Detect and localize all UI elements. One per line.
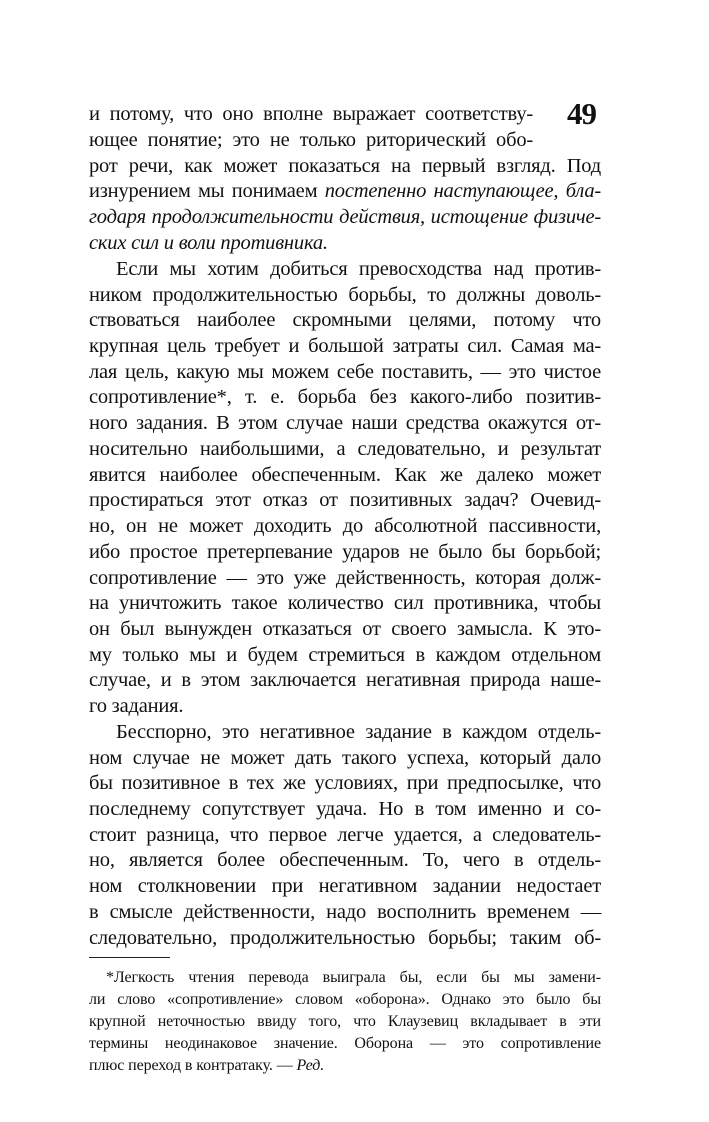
text-line: му только мы и будем стремиться в каждом отдельном: [89, 644, 601, 666]
text-line: лая цель, какую мы можем себе поставить, — это чистое: [89, 361, 601, 383]
text-line: носительно наибольшими, а следовательно, и результат: [89, 438, 601, 460]
text-line: но, является более обеспеченным. То, чего в отдель-: [89, 849, 601, 871]
text-line: сопротивление — это уже действенность, которая долж-: [89, 567, 601, 589]
text-line: рот речи, как может показаться на первый взгляд. Под: [89, 155, 601, 177]
footnote-line: ли слово «сопротивление» словом «оборона». Однако это было бы: [89, 991, 601, 1008]
text-line: но, он не может доходить до абсолютной пассивности,: [89, 515, 601, 537]
text-line: ющее понятие; это не только риторический обо-: [89, 129, 533, 151]
text-line: простираться этот отказ от позитивных задач? Очевид-: [89, 489, 601, 511]
text-line: ствоваться наиболее скромными целями, потому что: [89, 309, 601, 331]
text-line: Бесспорно, это негативное задание в каждом отдель-: [116, 721, 601, 743]
text-line: следовательно, продолжительностью борьбы; таким об-: [89, 927, 601, 949]
text-line: [89, 178, 601, 205]
footnote-line: *Легкость чтения перевода выиграла бы, если бы мы замени-: [106, 969, 601, 986]
footnote-line: термины неодинаковое значение. Оборона — это сопротивление: [89, 1035, 601, 1052]
footnote-text: плюс переход в контратаку. —: [89, 1057, 297, 1074]
footnote-line: [89, 1054, 601, 1077]
text-line: крупная цель требует и большой затраты сил. Самая ма-: [89, 335, 601, 357]
text-line: сопротивление*, т. е. борьба без какого-либо позитив-: [89, 386, 601, 408]
text-line: явится наиболее обеспеченным. Как же далеко может: [89, 464, 601, 486]
footnote-divider: [89, 957, 170, 958]
text-line: годаря продолжительности действия, истощение физиче-: [89, 206, 601, 228]
text-line: ских сил и воли противника.: [89, 232, 328, 254]
footnote-line: крупной неточностью ввиду того, что Клаузевиц вкладывает в эти: [89, 1013, 601, 1030]
text-line: случае, и в этом заключается негативная природа наше-: [89, 669, 601, 691]
text-line: го задания.: [89, 695, 184, 717]
text-line: ибо простое претерпевание ударов не было бы борьбой;: [89, 541, 601, 563]
page-number: 49: [567, 96, 596, 131]
text-line: бы позитивное в тех же условиях, при предпосылке, что: [89, 772, 601, 794]
text-line: ном случае не может дать такого успеха, который дало: [89, 747, 601, 769]
text-line: ном столкновении при негативном задании недостает: [89, 875, 601, 897]
text-line: ником продолжительностью борьбы, то должны доволь-: [89, 284, 601, 306]
text-line: на уничтожить такое количество сил противника, чтобы: [89, 592, 601, 614]
text-line: ного задания. В этом случае наши средства окажутся от-: [89, 412, 601, 434]
text-line: и потому, что оно вполне выражает соответству-: [89, 103, 533, 125]
italic-text: постепенно наступающее, бла-: [324, 180, 601, 202]
text-line: Если мы хотим добиться превосходства над против-: [116, 258, 601, 280]
text-line: в смысле действенности, надо восполнить временем —: [89, 901, 601, 923]
text-span: изнурением мы понимаем: [89, 180, 325, 202]
text-line: он был вынужден отказаться от своего замысла. К это-: [89, 618, 601, 640]
text-line: последнему сопутствует удача. Но в том именно и со-: [89, 798, 601, 820]
text-line: стоит разница, что первое легче удается, а следователь-: [89, 824, 601, 846]
editor-mark: Ред.: [296, 1057, 325, 1074]
